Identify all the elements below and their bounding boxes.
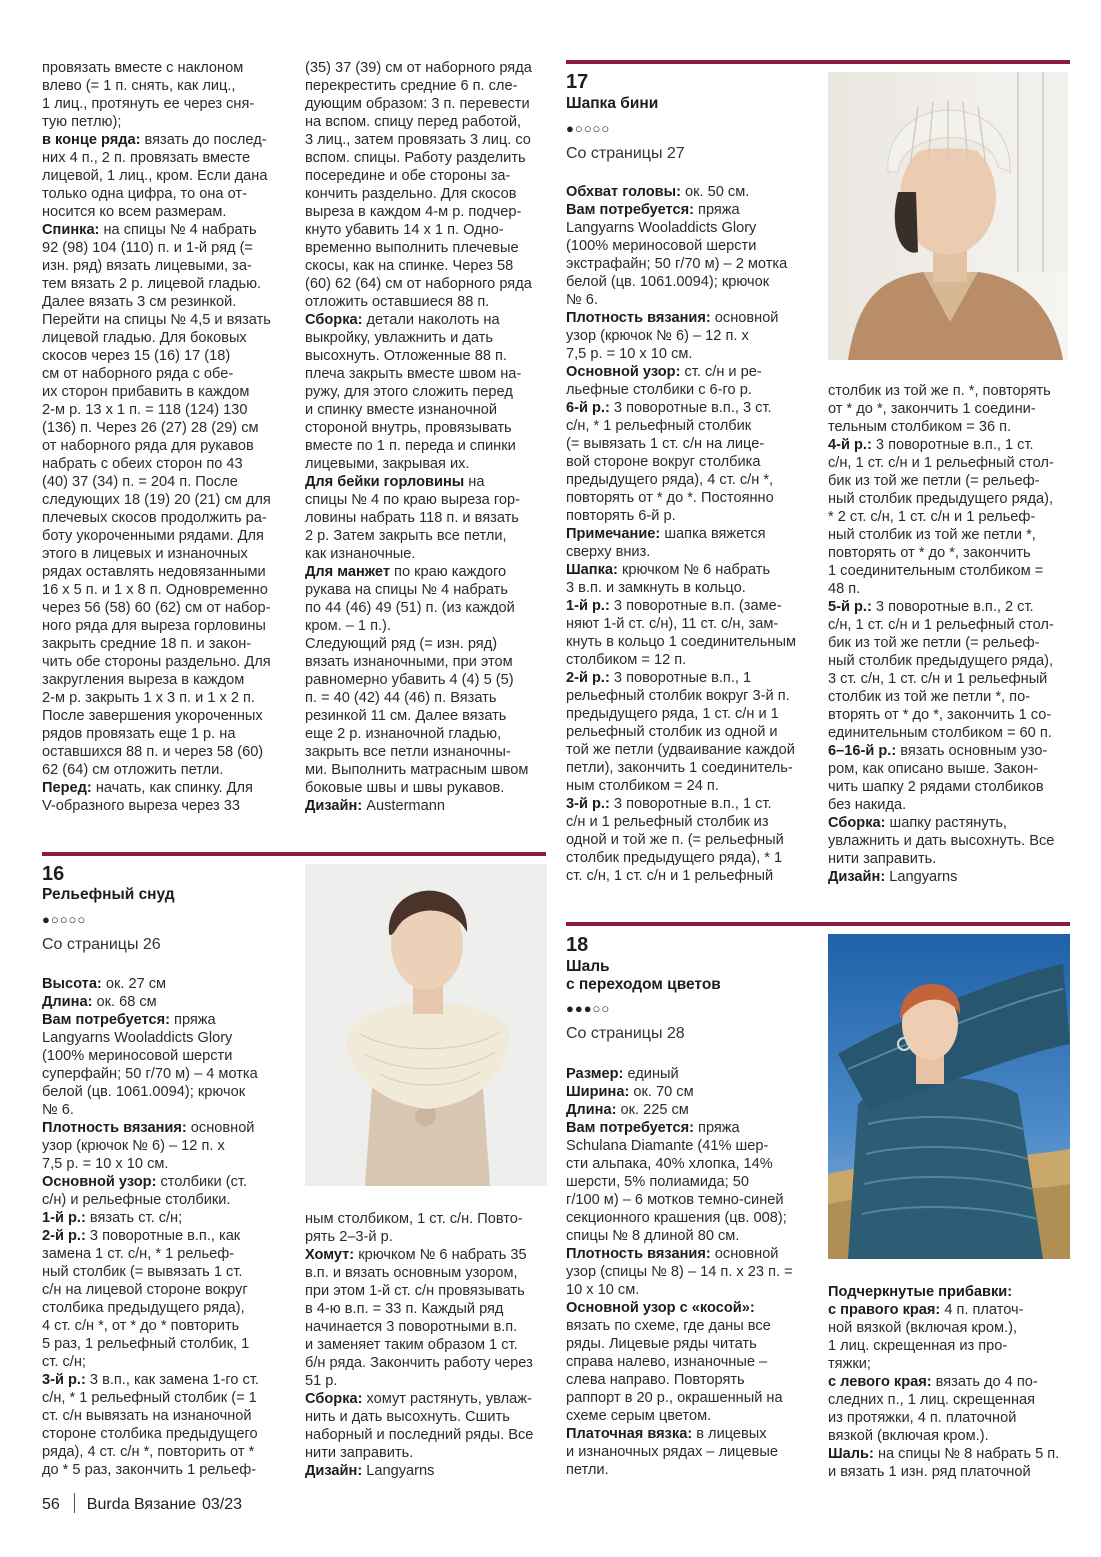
- paragraph: [42, 1119, 292, 1173]
- paragraph-label: Длина:: [566, 1102, 617, 1118]
- paragraph: [42, 1011, 292, 1119]
- paragraph-text: 3 поворотные в.п., 1 ст. с/н, 1 ст. с/н и 1 рельефный стол- бик из той же петли (= рельеф- ный столбик предыдущего ряда), * 2 ст. с/н, 1 ст. с/н и 1 рельеф- ный столбик из той же петли *, повторять от * до *, закончить 1 соединительным столбиком = 48 п.: [828, 437, 1054, 597]
- section-17-number: 17: [566, 71, 589, 93]
- paragraph-text: 3 поворотные в.п., 1 рельефный столбик вокруг 3-й п. предыдущего ряда, 1 ст. с/н и 1 рельефный столбик из одной и той же петли (удваивание каждой петли), закончить 1 соединитель- ным столбиком = 24 п.: [566, 670, 795, 794]
- paragraph: [828, 814, 1073, 868]
- section-17-rule: [566, 60, 1070, 64]
- paragraph: [566, 399, 816, 525]
- paragraph: [42, 131, 292, 221]
- section-17-difficulty: ●○○○○: [566, 121, 611, 136]
- paragraph-label: Спинка:: [42, 222, 100, 238]
- paragraph-text: шапка вяжется сверху вниз.: [566, 526, 766, 560]
- paragraph-label: Хомут:: [305, 1247, 355, 1263]
- paragraph-text: Langyarns: [362, 1463, 435, 1479]
- paragraph-text: крючком № 6 набрать 3 в.п. и замкнуть в кольцо.: [566, 562, 771, 596]
- paragraph: [566, 309, 816, 363]
- paragraph-text: основной узор (крючок № 6) – 12 п. х 7,5 р. = 10 х 10 см.: [42, 1120, 255, 1172]
- beanie-photo: [828, 72, 1068, 360]
- section-16-number: 16: [42, 863, 65, 885]
- paragraph: [305, 1210, 555, 1246]
- paragraph: [305, 1390, 555, 1462]
- paragraph-text: начать, как спинку. Для V-образного выреза через 33: [42, 780, 253, 814]
- paragraph-text: 3 поворотные в.п., как замена 1 ст. с/н, * 1 рельеф- ный столбик (= вывязать 1 ст. с/н на лицевой стороне вокруг столбика предыдущего ряда), 4 ст. с/н *, от * до * повторить 5 раз, 1 рельефный столбик, 1 ст. с/н;: [42, 1228, 250, 1370]
- paragraph: [566, 561, 816, 597]
- paragraph-label: 6-й р.:: [566, 400, 610, 416]
- paragraph: [42, 221, 292, 779]
- paragraph-text: ок. 50 см.: [680, 184, 750, 200]
- paragraph: [42, 975, 292, 993]
- paragraph-label: Шапка:: [566, 562, 618, 578]
- paragraph-label: 3-й р.:: [42, 1372, 86, 1388]
- paragraph-label: 1-й р.:: [42, 1210, 86, 1226]
- paragraph-text: 3 поворотные в.п., 1 ст. с/н и 1 рельефный столбик из одной и той же п. (= рельефный столбик предыдущего ряда), * 1 ст. с/н, 1 ст. с/н и 1 рельефный: [566, 796, 784, 884]
- snood-photo: [305, 864, 547, 1186]
- paragraph-label: Перед:: [42, 780, 92, 796]
- paragraph: [305, 1246, 555, 1390]
- paragraph-text: столбики (ст. с/н) и рельефные столбики.: [42, 1174, 247, 1208]
- paragraph-label: Сборка:: [828, 815, 886, 831]
- section-16-left-text: [42, 975, 292, 1479]
- paragraph-text: пряжа Schulana Diamante (41% шер- сти альпака, 40% хлопка, 14% шерсти, 5% полиамида; 50 г/100 м) – 6 мотков темно-синей секционного крашения (цв. 008); спицы № 8 длиной 80 см.: [566, 1120, 787, 1244]
- paragraph-text: вязать до послед- них 4 п., 2 п. провязать вместе лицевой, 1 лиц., кром. Если дана только одна цифра, то она от- носится ко всем размерам.: [42, 132, 268, 220]
- paragraph-label: Подчеркнутые прибавки:: [828, 1284, 1013, 1300]
- paragraph-text: крючком № 6 набрать 35 в.п. и вязать основным узором, при этом 1-й ст. с/н провязывать в 4-ю в.п. = 33 п. Каждый ряд начинается 3 поворотными в.п. и заменяет таким образом 1 ст. б/н ряда. Закончить работу через 51 р.: [305, 1247, 533, 1389]
- paragraph-text: вязать основным узо- ром, как описано выше. Закон- чить шапку 2 рядами столбиков без накида.: [828, 743, 1048, 813]
- paragraph-text: 3 поворотные в.п., 2 ст. с/н, 1 ст. с/н и 1 рельефный стол- бик из той же петли (= рельеф- ный столбик предыдущего ряда), 3 ст. с/н, 1 ст. с/н и 1 рельефный столбик из той же петли *, по- вторять от * до *, закончить 1 со- единительным столбиком = 60 п.: [828, 599, 1054, 741]
- paragraph-text: провязать вместе с наклоном влево (= 1 п. снять, как лиц., 1 лиц., протянуть ее через сня- тую петлю);: [42, 60, 255, 130]
- paragraph: [305, 473, 555, 563]
- paragraph: [305, 311, 555, 473]
- paragraph-text: вязать ст. с/н;: [85, 1210, 183, 1226]
- paragraph-label: Дизайн:: [305, 1463, 363, 1479]
- section-18-rule: [566, 922, 1070, 926]
- paragraph-label: Плотность вязания:: [566, 1246, 711, 1262]
- footer-separator: [74, 1493, 75, 1513]
- paragraph-label: Шаль:: [828, 1446, 874, 1462]
- paragraph-text: детали наколоть на выкройку, увлажнить и дать высохнуть. Отложенные 88 п. плеча закрыть вместе швом на- ружу, для этого сложить перед и спинку вместе изнаночной стороной внутрь, провязывать вместе по 1 п. переда и спинки лицевыми, закрывая их.: [305, 312, 522, 472]
- paragraph-text: на спицы № 4 набрать 92 (98) 104 (110) п. и 1-й ряд (= изн. ряд) вязать лицевыми, за- тем вязать 2 р. лицевой гладью. Далее вязать 3 см резинкой. Перейти на спицы № 4,5 и вязать лицевой гладью. Для боковых скосов через 15 (16) 17 (18) см от наборного ряда с обе- их сторон прибавить в каждом 2-м р. 13 х 1 п. = 118 (124) 130 (136) п. Через 26 (27) 28 (29) см от наборного ряда для рукавов набрать с обеих сторон по 43 (40) 37 (34) п. = 204 п. После следующих 18 (19) 20 (21) см для плечевых скосов продолжить ра- боту укороченными рядами. Для этого в лицевых и изнаночных рядах оставлять недовязанными 16 х 5 п. и 1 х 8 п. Одновременно через 56 (58) 60 (62) см от набор- ного ряда для выреза горловины закрыть средние 18 п. и закон- чить обе стороны раздельно. Для закругления выреза в каждом 2-м р. закрыть 1 х 3 п. и 1 х 2 п. После завершения укороченных рядов провязать еще 1 р. на оставшихся 88 п. и через 58 (60) 62 (64) см отложить петли.: [42, 222, 271, 778]
- paragraph-text: (35) 37 (39) см от наборного ряда перекрестить средние 6 п. сле- дующим образом: 3 п. перевести на вспом. спицу перед работой, 3 лиц., затем провязать 3 лиц. со вспом. спицы. Работу разделить посередине и обе стороны за- кончить раздельно. Для скосов выреза в каждом 4-м р. подчер- кнуто убавить 14 х 1 п. Одно- временно выполнить плечевые скосы, как на спинке. Через 58 (60) 62 (64) см от наборного ряда отложить оставшиеся 88 п.: [305, 60, 532, 310]
- section-17-title: Шапка бини: [566, 95, 659, 112]
- paragraph-label: Сборка:: [305, 312, 363, 328]
- paragraph: [566, 1065, 816, 1083]
- paragraph-text: вязать до 4 по- следних п., 1 лиц. скрещенная из протяжки, 4 п. платочной вязкой (включая кром.).: [828, 1374, 1038, 1444]
- paragraph: [566, 1245, 816, 1299]
- paragraph-text: ст. с/н и ре- льефные столбики с 6-го р.: [566, 364, 762, 398]
- paragraph: [42, 779, 292, 815]
- paragraph-text: ным столбиком, 1 ст. с/н. Повто- рять 2–3-й р.: [305, 1211, 523, 1245]
- section-18-title: Шаль с переходом цветов: [566, 958, 721, 993]
- paragraph-text: по краю каждого рукава на спицы № 4 набрать по 44 (46) 49 (51) п. (из каждой кром. – 1 п.). Следующий ряд (= изн. ряд) вязать изнаночными, при этом равномерно убавить 4 (4) 5 (5) п. = 40 (42) 44 (46) п. Вязать резинкой 11 см. Далее вязать еще 2 р. изнаночной гладью, закрыть все петли изнаночны- ми. Выполнить матрасным швом боковые швы и швы рукавов.: [305, 564, 529, 796]
- paragraph-label: Ширина:: [566, 1084, 630, 1100]
- paragraph: [42, 1371, 292, 1479]
- paragraph: [566, 1119, 816, 1245]
- paragraph-text: хомут растянуть, увлаж- нить и дать высохнуть. Сшить наборный и последний ряды. Все нити заправить.: [305, 1391, 534, 1461]
- paragraph-label: Сборка:: [305, 1391, 363, 1407]
- section-17-from-page: Со страницы 27: [566, 145, 685, 162]
- section-16-right-text: [305, 1210, 555, 1480]
- section-16-from-page: Со страницы 26: [42, 936, 161, 953]
- paragraph-label: 6–16-й р.:: [828, 743, 897, 759]
- section-17-left-text: [566, 183, 816, 885]
- paragraph: [828, 436, 1073, 598]
- paragraph-text: на спицы № 8 набрать 5 п. и вязать 1 изн. ряд платочной: [828, 1446, 1060, 1480]
- paragraph: [828, 1373, 1073, 1445]
- paragraph-text: 3 поворотные в.п. (заме- няют 1-й ст. с/н), 11 ст. с/н, зам- кнуть в кольцо 1 соединительным столбиком = 12 п.: [566, 598, 796, 668]
- paragraph: [566, 525, 816, 561]
- paragraph: [42, 59, 292, 131]
- paragraph-text: пряжа Langyarns Wooladdicts Glory (100% мериносовой шерсти суперфайн; 50 г/70 м) – 4 мотка белой (цв. 1061.0094); крючок № 6.: [42, 1012, 258, 1118]
- section-18-right-text: [828, 1283, 1073, 1481]
- paragraph-label: Для манжет: [305, 564, 390, 580]
- section-18-from-page: Со страницы 28: [566, 1025, 685, 1042]
- paragraph-text: ок. 225 см: [616, 1102, 689, 1118]
- col2-top: [305, 59, 555, 815]
- paragraph: [828, 868, 1073, 886]
- paragraph: [42, 993, 292, 1011]
- paragraph: [828, 1445, 1073, 1481]
- paragraph-label: Для бейки горловины: [305, 474, 465, 490]
- paragraph: [566, 201, 816, 309]
- paragraph: [566, 795, 816, 885]
- paragraph: [828, 742, 1073, 814]
- paragraph-label: 4-й р.:: [828, 437, 872, 453]
- paragraph: [566, 363, 816, 399]
- paragraph-label: 2-й р.:: [42, 1228, 86, 1244]
- paragraph: [828, 598, 1073, 742]
- paragraph-label: в конце ряда:: [42, 132, 141, 148]
- paragraph-text: единый: [623, 1066, 679, 1082]
- shawl-photo: [828, 934, 1070, 1259]
- paragraph-label: 1-й р.:: [566, 598, 610, 614]
- issue-number: 03/23: [202, 1496, 243, 1513]
- paragraph: [828, 382, 1073, 436]
- paragraph-text: ок. 27 см: [101, 976, 167, 992]
- paragraph-text: ок. 70 см: [629, 1084, 694, 1100]
- paragraph-text: ок. 68 см: [92, 994, 157, 1010]
- paragraph-label: Высота:: [42, 976, 102, 992]
- paragraph-text: на спицы № 4 по краю выреза гор- ловины набрать 118 п. и вязать 2 р. Затем закрыть все петли, как изнаночные.: [305, 474, 520, 562]
- paragraph: [566, 597, 816, 669]
- section-18-left-text: [566, 1065, 816, 1479]
- paragraph-label: Размер:: [566, 1066, 624, 1082]
- paragraph-label: Вам потребуется:: [566, 202, 694, 218]
- paragraph-label: Основной узор:: [566, 364, 681, 380]
- paragraph: [566, 1425, 816, 1479]
- paragraph: [828, 1301, 1073, 1373]
- paragraph-label: Основной узор:: [42, 1174, 157, 1190]
- paragraph-label: Обхват головы:: [566, 184, 681, 200]
- section-18-number: 18: [566, 934, 589, 956]
- paragraph: [828, 1283, 1073, 1301]
- paragraph-text: Austermann: [362, 798, 445, 814]
- paragraph: [305, 563, 555, 797]
- magazine-name: Burda Вязание: [86, 1496, 196, 1513]
- paragraph: [305, 59, 555, 311]
- paragraph-label: Вам потребуется:: [566, 1120, 694, 1136]
- paragraph-text: 3 в.п., как замена 1-го ст. с/н, * 1 рельефный столбик (= 1 ст. с/н вывязать на изнаночной стороне столбика предыдущего ряда), 4 ст. с/н *, повторить от * до * 5 раз, закончить 1 рельеф-: [42, 1372, 259, 1478]
- paragraph-text: шапку растянуть, увлажнить и дать высохнуть. Все нити заправить.: [828, 815, 1055, 867]
- col1-top: [42, 59, 292, 815]
- paragraph-label: 2-й р.:: [566, 670, 610, 686]
- paragraph-label: Основной узор с «косой»:: [566, 1300, 755, 1316]
- paragraph-text: вязать по схеме, где даны все ряды. Лицевые ряды читать справа налево, изнаночные – слева направо. Повторять раппорт в 20 р., окрашенный на схеме серым цветом.: [566, 1318, 783, 1424]
- page-number: 56: [42, 1496, 60, 1513]
- section-18-difficulty: ●●●○○: [566, 1001, 611, 1016]
- section-16-difficulty: ●○○○○: [42, 912, 87, 927]
- paragraph-text: Langyarns: [885, 869, 958, 885]
- paragraph: [42, 1209, 292, 1227]
- paragraph-label: Плотность вязания:: [566, 310, 711, 326]
- paragraph: [566, 183, 816, 201]
- paragraph-label: Дизайн:: [828, 869, 886, 885]
- paragraph-text: 4 п. платоч- ной вязкой (включая кром.), 1 лиц. скрещенная из про- тяжки;: [828, 1302, 1024, 1372]
- paragraph-text: основной узор (спицы № 8) – 14 п. х 23 п. = 10 х 10 см.: [566, 1246, 793, 1298]
- section-17-right-text: [828, 382, 1073, 886]
- paragraph: [566, 1083, 816, 1101]
- section-16-rule: [42, 852, 546, 856]
- paragraph: [42, 1227, 292, 1371]
- paragraph: [42, 1173, 292, 1209]
- paragraph-label: Примечание:: [566, 526, 661, 542]
- paragraph: [566, 1299, 816, 1425]
- page-footer: [42, 1493, 242, 1514]
- paragraph-label: Плотность вязания:: [42, 1120, 187, 1136]
- paragraph-text: пряжа Langyarns Wooladdicts Glory (100% мериносовой шерсти экстрафайн; 50 г/70 м) – 2 мотка белой (цв. 1061.0094); крючок № 6.: [566, 202, 788, 308]
- paragraph: [305, 1462, 555, 1480]
- paragraph: [566, 1101, 816, 1119]
- paragraph-label: Платочная вязка:: [566, 1426, 693, 1442]
- paragraph: [566, 669, 816, 795]
- paragraph-label: Вам потребуется:: [42, 1012, 170, 1028]
- paragraph-text: основной узор (крючок № 6) – 12 п. х 7,5 р. = 10 х 10 см.: [566, 310, 779, 362]
- paragraph-text: в лицевых и изнаночных рядах – лицевые петли.: [566, 1426, 778, 1478]
- paragraph-label: 3-й р.:: [566, 796, 610, 812]
- paragraph-label: с правого края:: [828, 1302, 941, 1318]
- paragraph-label: 5-й р.:: [828, 599, 872, 615]
- paragraph: [305, 797, 555, 815]
- paragraph-label: Дизайн:: [305, 798, 363, 814]
- paragraph-label: Длина:: [42, 994, 93, 1010]
- paragraph-label: с левого края:: [828, 1374, 932, 1390]
- paragraph-text: 3 поворотные в.п., 3 ст. с/н, * 1 рельефный столбик (= вывязать 1 ст. с/н на лице- вой стороне вокруг столбика предыдущего ряда), 4 ст. с/н *, повторять от * до *. Постоянно повторять 6-й р.: [566, 400, 774, 524]
- paragraph-text: столбик из той же п. *, повторять от * до *, закончить 1 соедини- тельным столбиком = 36 п.: [828, 383, 1051, 435]
- section-16-title: Рельефный снуд: [42, 886, 175, 903]
